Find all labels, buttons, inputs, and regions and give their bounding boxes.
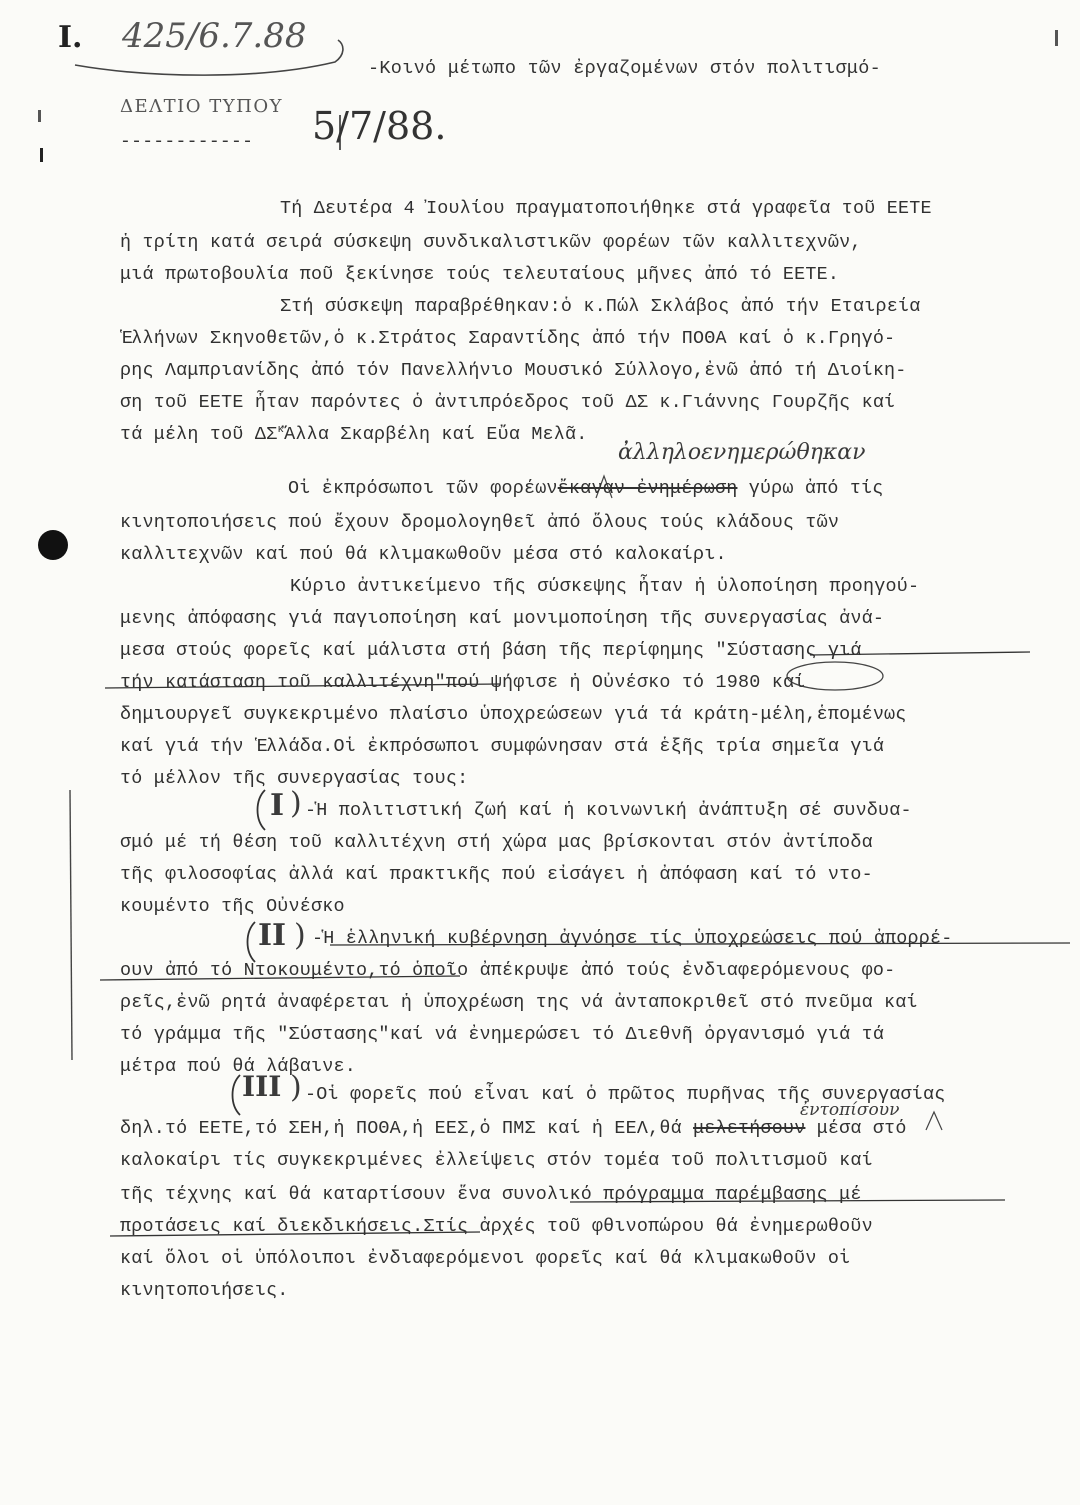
point-3-line-7: κινητοποιήσεις. [120, 1280, 289, 1301]
body-line-3: μιά πρωτοβουλία ποῦ ξεκίνησε τούς τελευταίους μῆνες ἀπό τό ΕΕΤΕ. [120, 264, 840, 285]
press-release-label: ΔΕΛΤΙΟ ΤΥΠΟΥ [120, 96, 283, 117]
basis-text: μεσα στούς φορεῖς καί μάλιστα στή βάση τῆς περίφημης [120, 640, 705, 661]
margin-tick-3 [1055, 30, 1058, 46]
point-1-line-3: τῆς φιλοσοφίας ἀλλά καί πρακτικῆς πού εἰσάγει ἡ ἀπόφαση καί τό ντο- [120, 864, 873, 885]
body-line-18: τό μέλλον τῆς συνεργασίας τους: [120, 768, 469, 789]
body-line-8 [120, 424, 588, 445]
recommendation-title-1: "Σύστασης γιά [715, 640, 862, 661]
point-2-line-5: μέτρα πού θά λάβαινε. [120, 1056, 356, 1077]
margin-tick-2 [40, 148, 43, 162]
point-2-line-3: ρεῖς,ἐνῶ ρητά ἀναφέρεται ἡ ὑποχρέωση της νά ἀνταποκριθεῖ στό πνεῦμα καί [120, 992, 918, 1013]
struck-words-2: μελετήσουν [693, 1118, 806, 1139]
point-1-line-2: σμό μέ τή θέση τοῦ καλλιτέχνη στή χώρα μας βρίσκονται στόν ἀντίποδα [120, 832, 873, 853]
autumn-text: .Στίς ἀρχές τοῦ φθινοπώρου θά ἐνημερωθοῦν [412, 1216, 873, 1237]
paren-II-open [248, 922, 256, 962]
punch-hole [38, 530, 68, 560]
point-2-numeral: II [258, 918, 287, 953]
organizations-list: δηλ.τό ΕΕΤΕ,τό ΣΕΗ,ἡ ΠΟΘΑ,ἡ ΕΕΣ,ὁ ΠΜΣ καί ἡ ΕΕΛ,θά [120, 1118, 682, 1139]
insert-caret-2 [926, 1112, 942, 1130]
point-1-line-1: -Ἡ πολιτιστική ζωή καί ἡ κοινωνική ἀνάπτυξη σέ συνδυα- [305, 800, 912, 821]
body-line-9 [288, 478, 884, 499]
corner-mark: I. [58, 20, 83, 55]
point-2-paren-close: ) [294, 918, 306, 953]
point-2-line-4: τό γράμμα τῆς "Σύστασης"καί νά ἐνημερώσει τό Διεθνῆ ὀργανισμό γιά τά [120, 1024, 885, 1045]
body-line-13: μενης ἀπόφασης γιά παγιοποίηση καί μονιμοποίηση τῆς συνεργασίας ἀνά- [120, 608, 885, 629]
body-line-7: ση τοῦ ΕΕΤΕ ἦταν παρόντες ὁ ἀντιπρόεδρος τοῦ ΔΣ κ.Γιάννης Γουρζῆς καί [120, 392, 896, 413]
within-text: μέσα στό [816, 1118, 907, 1139]
summer-text: καλοκαίρι τίς συγκεκριμένες [120, 1150, 424, 1171]
unesco-vote-text: πού ψήφισε ἡ Οὐνέσκο τό 1980 καί [445, 672, 806, 693]
council-members: Ἄλλα Σκαρβέλη καί Εὔα Μελᾶ. [284, 424, 588, 446]
body-line-5: Ἑλλήνων Σκηνοθετῶν,ὁ κ.Στράτος Σαραντίδης ἀπό τήν ΠΟΘΑ καί ὁ κ.Γρηγό- [120, 328, 896, 349]
document-text: ουν ἀπό τό Ντοκουμέντο [120, 960, 368, 981]
body-line-12: Κύριο ἀντικείμενο τῆς σύσκεψης ἦταν ἡ ὑλοποίηση προηγού- [290, 576, 920, 597]
point-2-dash: - [312, 928, 324, 949]
point-1-numeral: I [270, 788, 285, 823]
archive-number: 425/6.7.88 [122, 16, 307, 56]
point-3-numeral: III [242, 1070, 282, 1103]
concealed-text: ,τό ὁποῖο ἀπέκρυψε ἀπό τούς ἐνδιαφερόμενους φο- [367, 960, 896, 981]
body-line-16: δημιουργεῖ συγκεκριμένο πλαίσιο ὑποχρεώσεων γιά τά κράτη-μέλη,ἑπομένως [120, 704, 907, 725]
point-3-line-1: -Οἱ φορεῖς πού εἶναι καί ὁ πρῶτος πυρῆνας τῆς συνεργασίας [305, 1084, 946, 1105]
body-line-1: Τή Δευτέρα 4 Ἰουλίου πραγματοποιήθηκε στά γραφεῖα τοῦ ΕΕΤΕ [280, 198, 932, 219]
body-line-2: ἡ τρίτη κατά σειρά σύσκεψη συνδικαλιστικῶν φορέων τῶν καλλιτεχνῶν, [120, 232, 862, 253]
date: 5/7/88. [312, 104, 447, 148]
point-1-paren-close: ) [290, 786, 302, 821]
point-3-line-6: καί ὅλοι οἱ ὑπόλοιποι ἐνδιαφερόμενοι φορεῖς καί θά κλιμακωθοῦν οἱ [120, 1248, 851, 1269]
representatives-text: Οἱ ἐκπρόσωποι τῶν φορέων [288, 478, 558, 499]
body-line-17: καί γιά τήν Ἑλλάδα.Οἱ ἐκπρόσωποι συμφώνησαν στά ἑξῆς τρία σημεῖα γιά [120, 736, 885, 757]
art-text: τῆς τέχνης καί θά καταρτίσουν ἕνα [120, 1184, 491, 1205]
point-3-line-2 [120, 1118, 907, 1139]
proposals-text: προτάσεις καί διεκδικήσεις [120, 1216, 413, 1237]
paren-III-open [233, 1075, 241, 1115]
around-text: γύρω ἀπό τίς [748, 478, 884, 499]
point-2-line-2 [120, 960, 895, 981]
press-release-underline: ------------ [120, 132, 254, 152]
body-line-14 [120, 640, 862, 661]
margin-rule [70, 790, 72, 1060]
margin-tick-1 [38, 110, 41, 122]
deficiencies-text: ἐλλείψεις στόν τομέα τοῦ πολιτισμοῦ καί [434, 1150, 873, 1171]
point-3-paren-close: ) [290, 1070, 302, 1105]
struck-words: ἔκαναν ἐνημέρωση [557, 478, 738, 499]
paren-I-open [258, 790, 266, 830]
recommendation-title-2: τήν κατάσταση τοῦ καλλιτέχνη" [120, 672, 446, 693]
point-3-line-5 [120, 1216, 873, 1237]
body-line-15 [120, 672, 805, 693]
program-text: συνολικό πρόγραμμα παρέμβασης μέ [502, 1184, 862, 1205]
point-2-line-1 [312, 928, 952, 949]
handwritten-insert-2: ἐντοπίσουν [800, 1100, 900, 1120]
point-3-line-3 [120, 1150, 873, 1171]
point-1-line-4: κουμέντο τῆς Οὐνέσκο [120, 896, 345, 917]
point-3-line-4 [120, 1184, 862, 1205]
body-line-4: Στή σύσκεψη παραβρέθηκαν:ὁ κ.Πώλ Σκλάβος ἀπό τήν Εταιρεία [280, 296, 921, 317]
body-line-8-start: τά μέλη τοῦ ΔΣ [120, 424, 278, 446]
body-line-6: ρης Λαμπριανίδης ἀπό τόν Πανελλήνιο Μουσικό Σύλλογο,ἐνῶ ἀπό τή Διοίκη- [120, 360, 907, 381]
body-line-10: κινητοποιήσεις πού ἔχουν δρομολογηθεῖ ἀπό ὅλους τούς κλάδους τῶν [120, 512, 840, 533]
handwritten-insert: ἀλληλοενημερώθηκαν [618, 440, 866, 465]
point-2-statement: Ἡ ἑλληνική κυβέρνηση ἀγνόησε τίς ὑποχρεώσεις πού ἀπορρέ- [323, 928, 953, 949]
body-line-11: καλλιτεχνῶν καί πού θά κλιμακωθοῦν μέσα στό καλοκαίρι. [120, 544, 727, 565]
superscript-km: κ [277, 424, 285, 436]
organization-title: -Κοινό μέτωπο τῶν ἐργαζομένων στόν πολιτισμό- [368, 58, 882, 79]
